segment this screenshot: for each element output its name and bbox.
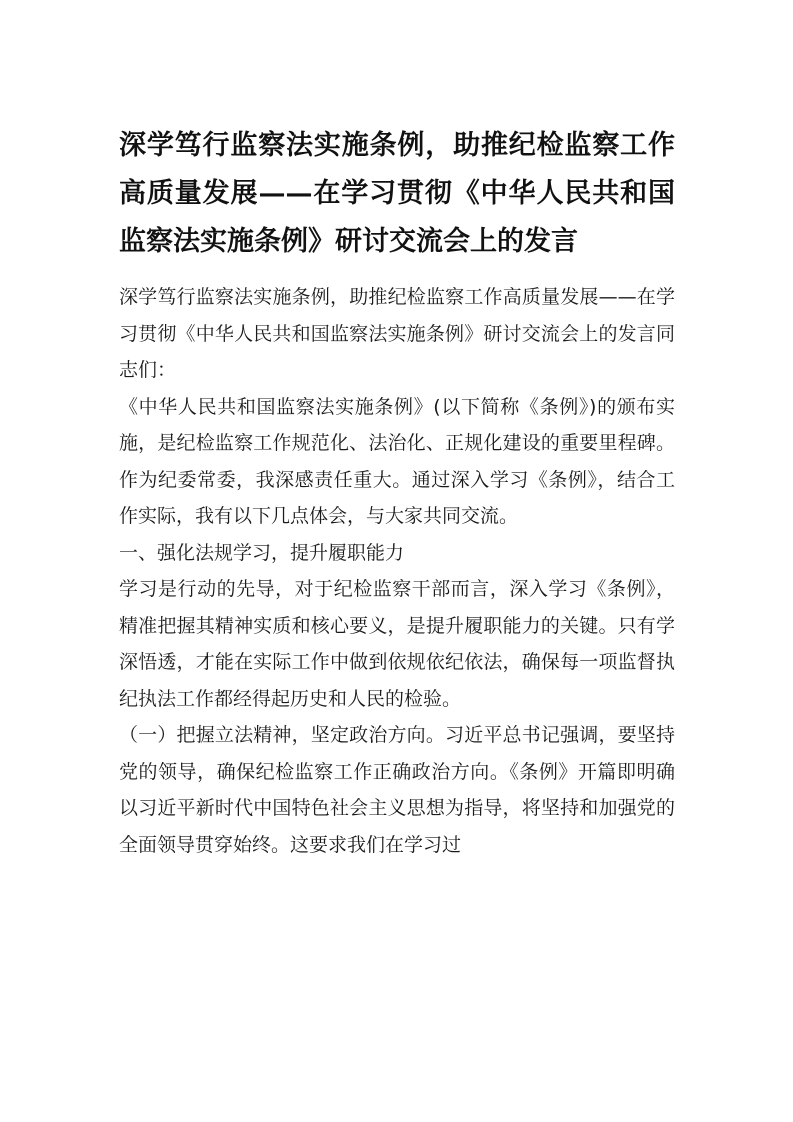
document-body xyxy=(119,279,675,863)
document-content xyxy=(119,122,675,863)
section-heading-1: 一、强化法规学习，提升履职能力 xyxy=(119,541,405,564)
paragraph-background: 《中华人民共和国监察法实施条例》(以下简称《条例》)的颁布实施，是纪检监察工作规范化、法治化、正规化建设的重要里程碑。作为纪委常委，我深感责任重大。通过深入学习《条例》，结合工作实际，我有以下几点体会，与大家共同交流。 xyxy=(119,395,675,527)
paragraph-subsection-1: （一）把握立法精神，坚定政治方向。习近平总书记强调，要坚持党的领导，确保纪检监察工作正确政治方向。《条例》开篇即明确以习近平新时代中国特色社会主义思想为指导，将坚持和加强党的全面领导贯穿始终。这要求我们在学习过 xyxy=(119,724,675,856)
document-title: 深学笃行监察法实施条例，助推纪检监察工作高质量发展——在学习贯彻《中华人民共和国监察法实施条例》研讨交流会上的发言 xyxy=(119,130,675,257)
paragraph-section-1: 学习是行动的先导，对于纪检监察干部而言，深入学习《条例》，精准把握其精神实质和核心要义，是提升履职能力的关键。只有学深悟透，才能在实际工作中做到依规依纪依法，确保每一项监督执纪执法工作都经得起历史和人民的检验。 xyxy=(119,578,675,710)
paragraph-intro: 深学笃行监察法实施条例，助推纪检监察工作高质量发展——在学习贯彻《中华人民共和国监察法实施条例》研讨交流会上的发言同志们： xyxy=(119,286,675,381)
